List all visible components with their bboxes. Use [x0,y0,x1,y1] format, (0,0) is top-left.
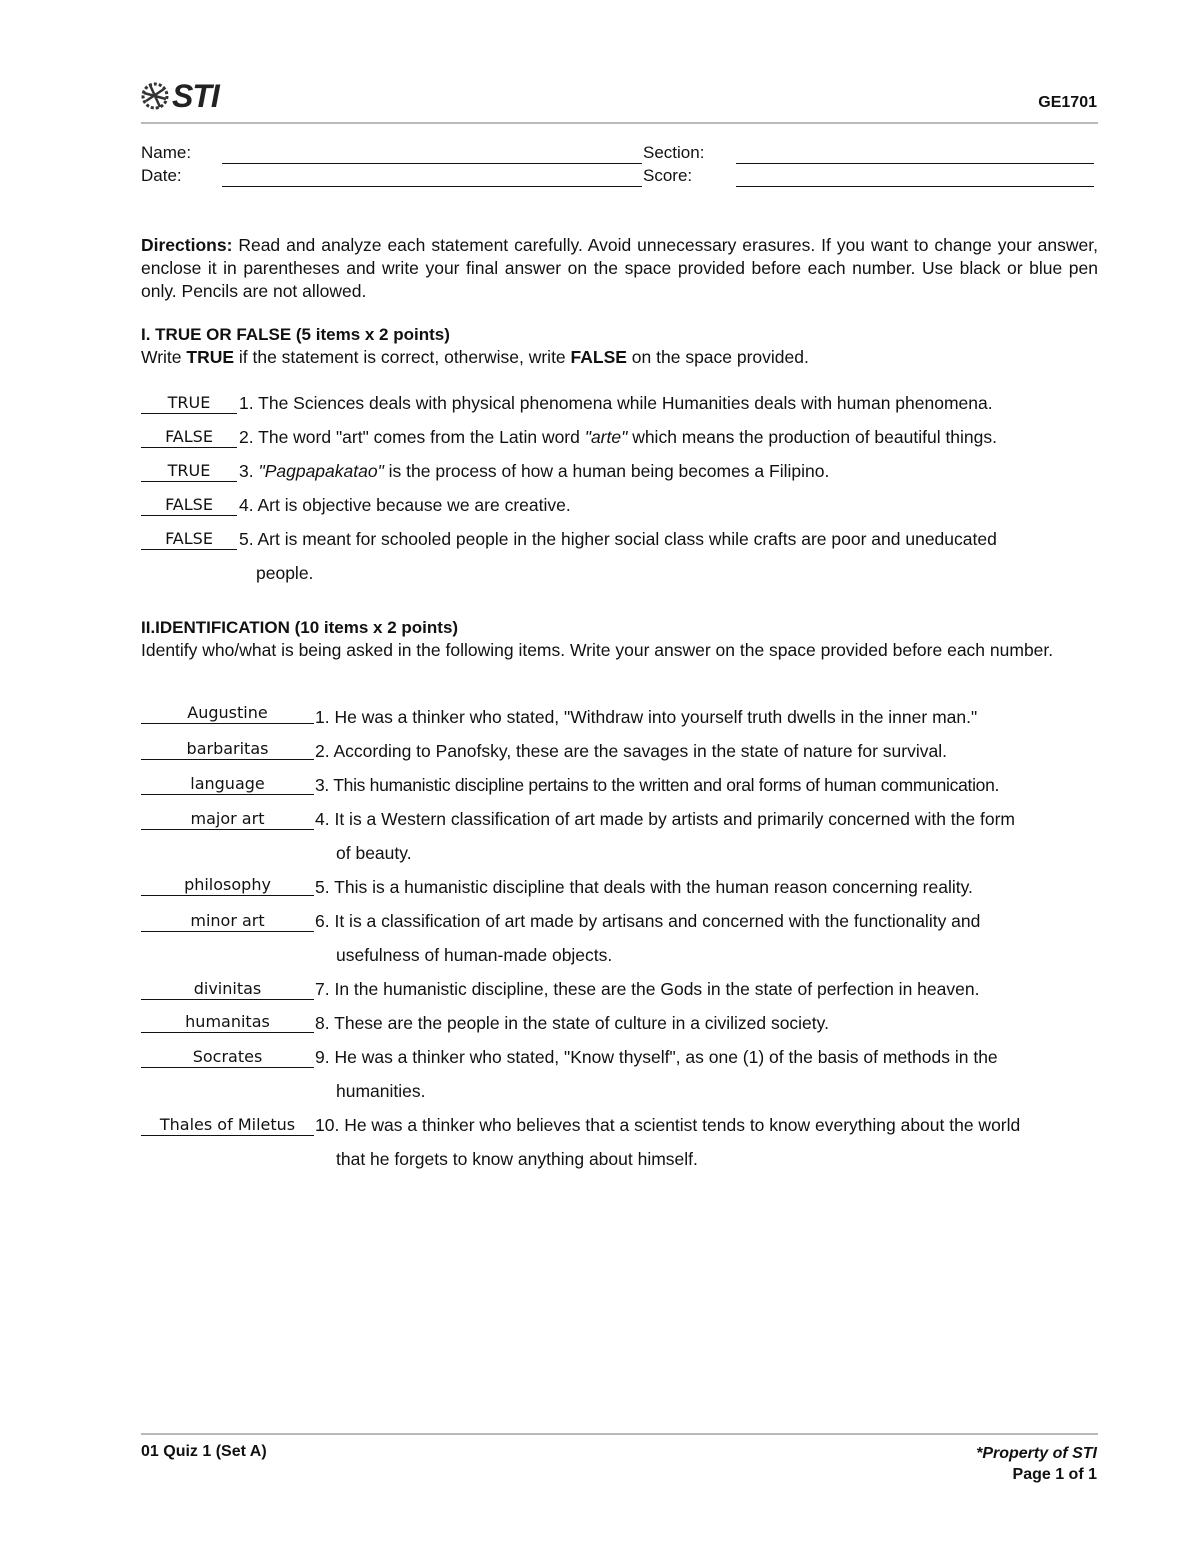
answer-field[interactable]: Augustine [141,703,314,724]
score-label: Score: [643,166,693,185]
question-text-cont: people. [256,563,314,583]
page-number: Page 1 of 1 [1012,1466,1097,1483]
question-text: 3. "Pagpapakatao" is the process of how a human being becomes a Filipino. [239,461,830,481]
question-text: 3. This humanistic discipline pertains to the written and oral forms of human communication. [315,775,1000,795]
sti-logo [140,78,220,114]
answer-field[interactable]: major art [141,809,314,830]
question-text: 7. In the humanistic discipline, these are the Gods in the state of perfection in heaven. [315,979,980,999]
question-text: 1. The Sciences deals with physical phenomena while Humanities deals with human phenomena. [239,393,993,413]
question-text: 2. According to Panofsky, these are the savages in the state of nature for survival. [315,741,947,761]
question-text-cont: of beauty. [336,843,412,863]
answer-field[interactable]: Socrates [141,1047,314,1068]
question-text: 5. This is a humanistic discipline that deals with the human reason concerning reality. [315,877,973,897]
question-text: 4. Art is objective because we are creative. [239,495,571,515]
answer-field[interactable]: TRUE [141,461,237,482]
section-field[interactable] [736,163,1094,164]
part2-instructions: Identify who/what is being asked in the following items. Write your answer on the space provided before each number. [141,640,1054,660]
part1-heading: I. TRUE OR FALSE (5 items x 2 points) [141,325,450,344]
date-label: Date: [141,166,182,185]
name-label: Name: [141,143,192,162]
directions-text: Read and analyze each statement carefully. Avoid unnecessary erasures. If you want to change your answer, enclose it in parentheses and write your final answer on the space provided before each number. Use black or blue pen only. Pencils are not allowed. [141,235,1098,301]
footer-divider [141,1433,1098,1435]
directions-label: Directions: [141,235,233,255]
header-divider [141,122,1098,124]
answer-field[interactable]: FALSE [141,495,237,516]
question-text: 6. It is a classification of art made by artisans and concerned with the functionality and [315,911,981,931]
footer-quiz-title: 01 Quiz 1 (Set A) [141,1443,267,1460]
question-text-cont: that he forgets to know anything about himself. [336,1149,698,1169]
name-field[interactable] [222,163,642,164]
score-field[interactable] [736,186,1094,187]
answer-field[interactable]: barbaritas [141,739,314,760]
date-field[interactable] [222,186,642,187]
question-text: 1. He was a thinker who stated, "Withdraw into yourself truth dwells in the inner man." [315,707,978,727]
answer-field[interactable]: humanitas [141,1012,314,1033]
question-text: 9. He was a thinker who stated, "Know thyself", as one (1) of the basis of methods in the [315,1047,998,1067]
answer-field[interactable]: philosophy [141,875,314,896]
question-text: 8. These are the people in the state of culture in a civilized society. [315,1013,829,1033]
question-text-cont: usefulness of human-made objects. [336,945,613,965]
part1-instructions: Write TRUE if the statement is correct, otherwise, write FALSE on the space provided. [141,347,809,367]
logo-text: STI [172,77,219,114]
property-note: *Property of STI [976,1445,1097,1462]
question-text: 2. The word "art" comes from the Latin word "arte" which means the production of beautiful things. [239,427,997,447]
answer-field[interactable]: minor art [141,911,314,932]
answer-field[interactable]: TRUE [141,393,237,414]
question-text-cont: humanities. [336,1081,426,1101]
course-code: GE1701 [1038,94,1097,111]
question-text: 5. Art is meant for schooled people in the higher social class while crafts are poor and uneducated [239,529,997,549]
answer-field[interactable]: FALSE [141,427,237,448]
section-label: Section: [643,143,705,162]
answer-field[interactable]: Thales of Miletus [141,1115,314,1136]
answer-field[interactable]: language [141,774,314,795]
part2-heading: II.IDENTIFICATION (10 items x 2 points) [141,618,459,637]
globe-icon [140,81,170,111]
question-text: 4. It is a Western classification of art made by artists and primarily concerned with the form [315,809,1015,829]
answer-field[interactable]: divinitas [141,979,314,1000]
directions [141,234,1098,303]
footer-info [976,1443,1097,1485]
question-text: 10. He was a thinker who believes that a scientist tends to know everything about the world [315,1115,1021,1135]
answer-field[interactable]: FALSE [141,529,237,550]
